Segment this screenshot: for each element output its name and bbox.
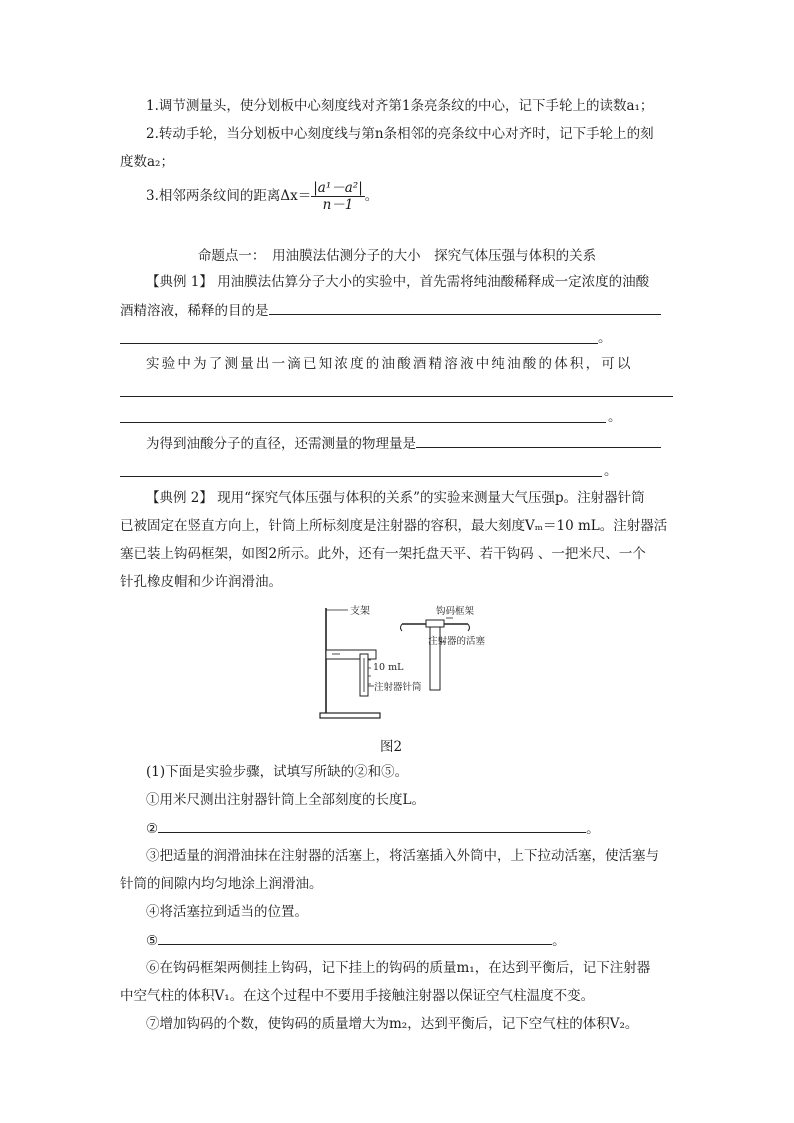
example2-line2: 已被固定在竖直方向上，针筒上所标刻度是注射器的容积，最大刻度Vₘ＝10 mL。注射器活 <box>120 518 668 534</box>
formula-numerator: |a¹－a²| <box>313 180 363 196</box>
step-5-line <box>146 930 566 951</box>
step-2-line <box>146 818 600 839</box>
example2-line4: 针孔橡皮帽和少许润滑油。 <box>120 574 282 590</box>
frame-hook-right <box>468 624 470 631</box>
step-5-label: ⑤ <box>146 933 159 949</box>
fringe-spacing-formula <box>311 180 365 213</box>
method-step-3 <box>146 180 378 213</box>
example1-line1 <box>146 272 649 292</box>
period: 。 <box>604 463 618 479</box>
method-step-3-prefix: 3.相邻两条纹间的距离Δx＝ <box>146 188 312 204</box>
answer-blank-step5[interactable] <box>158 930 552 945</box>
example2-label: 【典例 2】 <box>146 490 213 506</box>
label-barrel: 注射器针筒 <box>374 682 422 693</box>
step-3-line1: ③把适量的润滑油抹在注射器的活塞上，将活塞插入外筒中，上下拉动活塞，使活塞与 <box>146 848 659 864</box>
period: 。 <box>586 821 600 837</box>
example1-q3-line <box>146 433 661 454</box>
stand-base <box>320 713 380 718</box>
steps-intro: (1)下面是实验步骤，试填写所缺的②和⑤。 <box>146 764 409 780</box>
example2-line3: 塞已装上钩码框架，如图2所示。此外，还有一架托盘天平、若干钩码 、一把米尺、一个 <box>120 546 646 562</box>
step-2-label: ② <box>146 821 159 837</box>
section-heading: 命题点一： 用油膜法估测分子的大小 探究气体压强与体积的关系 <box>197 248 597 264</box>
example1-text1: 用油膜法估算分子大小的实验中，首先需将纯油酸稀释成一定浓度的油酸 <box>217 274 650 290</box>
example1-text2: 酒精溶液，稀释的目的是 <box>120 303 269 319</box>
example1-label: 【典例 1】 <box>146 274 213 290</box>
method-step-3-suffix: 。 <box>364 188 379 204</box>
period: 。 <box>552 933 566 949</box>
syringe-apparatus-figure <box>318 600 538 725</box>
label-scale: 10 mL <box>373 662 404 673</box>
example1-q3: 为得到油酸分子的直径，还需测量的物理量是 <box>146 436 416 452</box>
label-stand: 支架 <box>350 606 370 617</box>
step-3-line2: 针筒的间隙内均匀地涂上润滑油。 <box>120 876 323 892</box>
step-4: ④将活塞拉到适当的位置。 <box>146 904 308 920</box>
answer-blank-dilution[interactable] <box>269 300 661 315</box>
figure-caption: 图2 <box>380 739 403 755</box>
step-1: ①用米尺测出注射器针筒上全部刻度的长度L。 <box>146 792 425 808</box>
label-piston: 注射器的活塞 <box>428 636 486 647</box>
answer-blank-quantity[interactable] <box>416 433 661 448</box>
example1-q2: 实验中为了测量出一滴已知浓度的油酸酒精溶液中纯油酸的体积，可以 <box>146 356 633 372</box>
period: 。 <box>598 330 612 346</box>
period: 。 <box>608 409 622 425</box>
step-6-line2: 中空气柱的体积V₁。在这个过程中不要用手接触注射器以保证空气柱温度不变。 <box>120 988 595 1004</box>
answer-blank-step2[interactable] <box>158 818 586 833</box>
step-7: ⑦增加钩码的个数，使钩码的质量增大为m₂，达到平衡后，记下空气柱的体积V₂。 <box>146 1016 639 1032</box>
answer-blank-quantity-cont[interactable] <box>120 476 602 477</box>
example2-line1 <box>146 488 645 508</box>
example1-line2 <box>120 300 661 321</box>
method-step-2-line1: 2.转动手轮，当分划板中心刻度线与第n条相邻的亮条纹中心对齐时，记下手轮上的刻 <box>146 126 654 142</box>
label-frame: 钩码框架 <box>436 606 475 617</box>
frame-cap <box>426 620 444 627</box>
formula-denominator: n－1 <box>322 197 354 213</box>
answer-blank-volume-1[interactable] <box>120 396 673 397</box>
frame-hook-left <box>401 624 403 631</box>
answer-blank-volume-2[interactable] <box>120 422 606 423</box>
step-6-line1: ⑥在钩码框架两侧挂上钩码，记下挂上的钩码的质量m₁，在达到平衡后，记下注射器 <box>146 960 651 976</box>
method-step-1: 1.调节测量头，使分划板中心刻度线对齐第1条亮条纹的中心，记下手轮上的读数a₁； <box>146 98 654 114</box>
example2-text1: 现用“探究气体压强与体积的关系”的实验来测量大气压强p。注射器针筒 <box>217 490 645 506</box>
method-step-2-line2: 度数a₂； <box>120 154 174 170</box>
answer-blank-dilution-cont[interactable] <box>120 343 598 344</box>
